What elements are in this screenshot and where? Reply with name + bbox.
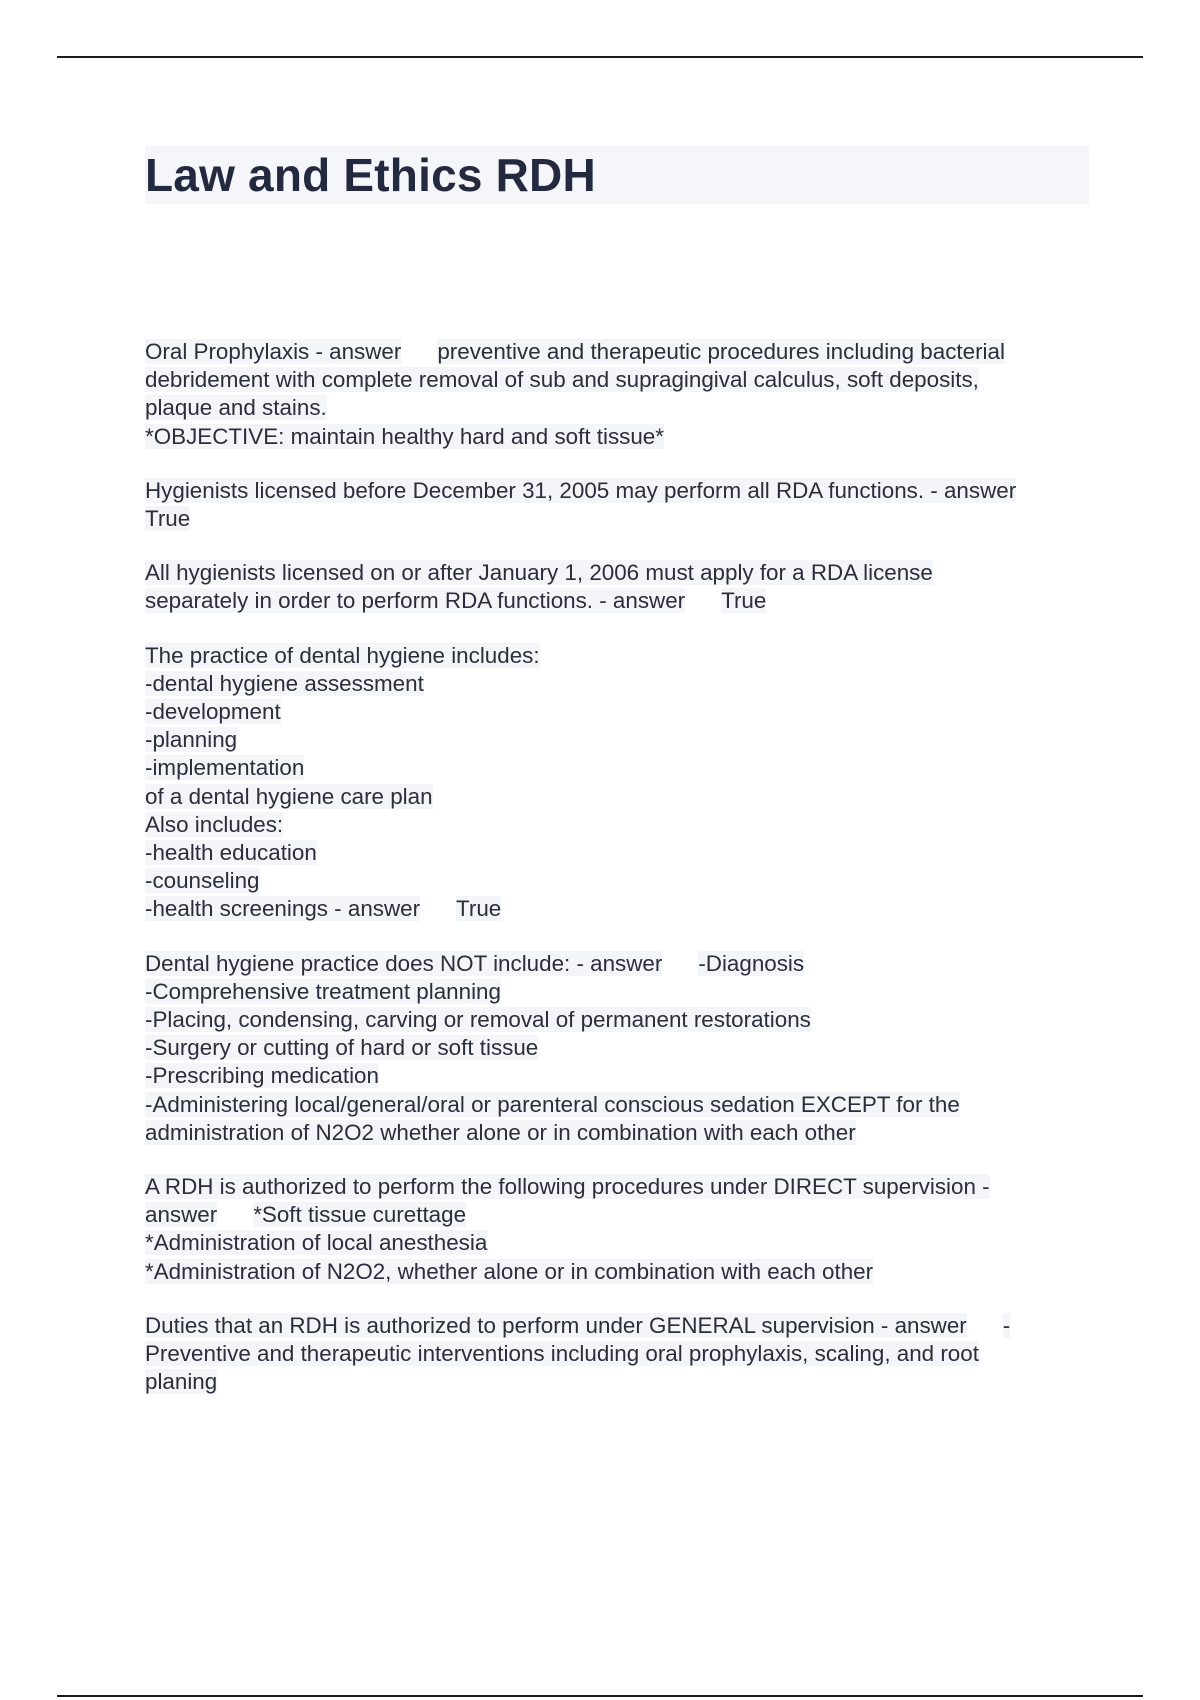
flashcard-line (145, 1091, 1095, 1119)
flashcard-text: separately in order to perform RDA functions. - answer (145, 588, 686, 614)
flashcard-line (145, 670, 1095, 698)
flashcard-line (145, 1201, 1095, 1229)
flashcard-line (145, 1229, 1095, 1257)
page-title: Law and Ethics RDH (145, 146, 1089, 204)
top-divider (57, 56, 1143, 58)
flashcard-line (145, 1173, 1095, 1201)
flashcard-text: Also includes: (145, 811, 284, 837)
flashcard-line (145, 1006, 1095, 1034)
flashcard-line (145, 698, 1095, 726)
flashcard-text: answer (145, 1202, 218, 1228)
flashcard-item (145, 950, 1095, 1147)
flashcard-text: True (145, 506, 191, 532)
flashcard-line (145, 642, 1095, 670)
flashcard-line (145, 559, 1095, 587)
flashcard-text: -counseling (145, 868, 260, 894)
flashcard-text: True (456, 896, 502, 922)
flashcard-line (145, 839, 1095, 867)
flashcard-text: True (721, 588, 767, 614)
flashcard-line (145, 811, 1095, 839)
flashcard-text: -Surgery or cutting of hard or soft tissue (145, 1035, 539, 1061)
flashcard-text: *Administration of local anesthesia (145, 1230, 488, 1256)
flashcard-text: *Soft tissue curettage (253, 1202, 467, 1228)
flashcard-text: -implementation (145, 755, 305, 781)
flashcard-item (145, 559, 1095, 615)
flashcard-text: plaque and stains. (145, 395, 327, 421)
flashcard-text: All hygienists licensed on or after January 1, 2006 must apply for a RDA license (145, 560, 933, 586)
flashcard-line (145, 1034, 1095, 1062)
flashcard-text: -Diagnosis (698, 950, 805, 976)
flashcard-line (145, 895, 1095, 923)
flashcard-list (145, 338, 1095, 1423)
flashcard-line (145, 783, 1095, 811)
flashcard-item (145, 1312, 1095, 1397)
flashcard-line (145, 1312, 1095, 1340)
flashcard-line (145, 1062, 1095, 1090)
flashcard-text: Oral Prophylaxis - answer (145, 339, 402, 364)
flashcard-item (145, 1173, 1095, 1286)
flashcard-line (145, 1258, 1095, 1286)
flashcard-text: -health screenings - answer (145, 896, 421, 922)
flashcard-line (145, 1368, 1095, 1396)
flashcard-item (145, 642, 1095, 924)
flashcard-line (145, 338, 1095, 366)
flashcard-text: Preventive and therapeutic interventions including oral prophylaxis, scaling, and root (145, 1341, 979, 1367)
flashcard-text: *Administration of N2O2, whether alone or in combination with each other (145, 1258, 874, 1284)
flashcard-text: Duties that an RDH is authorized to perform under GENERAL supervision - answer (145, 1312, 967, 1338)
flashcard-line (145, 587, 1095, 615)
flashcard-text: *OBJECTIVE: maintain healthy hard and soft tissue* (145, 423, 664, 449)
flashcard-line (145, 366, 1095, 394)
flashcard-line (145, 978, 1095, 1006)
flashcard-text: Hygienists licensed before December 31, 2005 may perform all RDA functions. - answer (145, 477, 1017, 503)
flashcard-item (145, 477, 1095, 533)
flashcard-text: - (1002, 1312, 1011, 1338)
flashcard-text: -Prescribing medication (145, 1063, 379, 1089)
flashcard-item (145, 338, 1095, 451)
flashcard-text: -Placing, condensing, carving or removal of permanent restorations (145, 1007, 811, 1033)
flashcard-text: planing (145, 1369, 218, 1395)
flashcard-text: -dental hygiene assessment (145, 670, 424, 696)
flashcard-text: -Administering local/general/oral or parenteral conscious sedation EXCEPT for the (145, 1091, 960, 1117)
flashcard-text: The practice of dental hygiene includes: (145, 642, 540, 668)
flashcard-text: A RDH is authorized to perform the following procedures under DIRECT supervision - (145, 1174, 990, 1200)
bottom-divider (57, 1695, 1143, 1697)
flashcard-line (145, 423, 1095, 451)
flashcard-line (145, 1340, 1095, 1368)
flashcard-line (145, 754, 1095, 782)
flashcard-line (145, 477, 1095, 505)
flashcard-text: -development (145, 699, 281, 725)
flashcard-text: -health education (145, 840, 317, 866)
flashcard-line (145, 394, 1095, 422)
flashcard-text: of a dental hygiene care plan (145, 783, 433, 809)
flashcard-line (145, 950, 1095, 978)
flashcard-text: Dental hygiene practice does NOT include: - answer (145, 950, 663, 976)
flashcard-text: -planning (145, 727, 238, 753)
flashcard-text: -Comprehensive treatment planning (145, 978, 501, 1004)
flashcard-line (145, 1119, 1095, 1147)
flashcard-text: preventive and therapeutic procedures including bacterial (437, 339, 1005, 364)
flashcard-line (145, 505, 1095, 533)
flashcard-line (145, 726, 1095, 754)
flashcard-line (145, 867, 1095, 895)
flashcard-text: administration of N2O2 whether alone or in combination with each other (145, 1119, 856, 1145)
flashcard-text: debridement with complete removal of sub and supragingival calculus, soft deposits, (145, 367, 979, 393)
